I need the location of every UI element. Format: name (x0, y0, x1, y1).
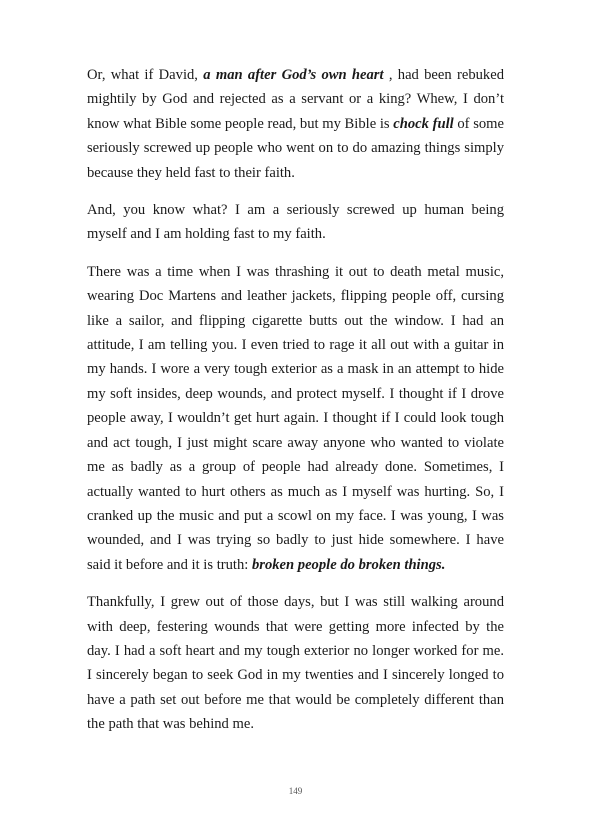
paragraph-2 (87, 198, 504, 247)
paragraph-1 (87, 63, 504, 185)
emphasis-broken-people: broken people do broken things. (251, 556, 446, 573)
page-number: 149 (288, 786, 303, 796)
paragraph-1-run-3: , had been rebuked mightily by God and rejected as a servant or a king? Whew, I don’t know what Bible some people read, but my Bible is (87, 67, 504, 132)
body-text (87, 63, 504, 750)
paragraph-1-run-1: Or, what if David, (87, 67, 204, 83)
paragraph-4 (87, 590, 504, 736)
paragraph-3-run-1: There was a time when I was thrashing it out to death metal music, wearing Doc Martens and leather jackets, flipping people off, cursing like a sailor, and flipping cigarette butts out the window. I had an attitude, I am telling you. I even tried to rage it all out with a guitar in my hands. I wore a very tough exterior as a mask in an attempt to hide my soft insides, deep wounds, and protect myself. I thought if I drove people away, I wouldn’t get hurt again. I thought if I could look tough and act tough, I just might scare away anyone who wanted to violate me as badly as a group of people had already done. Sometimes, I actually wanted to hurt others as much as I myself was hurting. So, I cranked up the music and put a scowl on my face. I was young, I was wounded, and I was trying so badly to just hide somewhere. I have said it before and it is truth: (87, 263, 504, 573)
paragraph-2-run-1: And, you know what? I am a seriously screwed up human being myself and I am holding fast to my faith. (87, 202, 504, 243)
emphasis-man-after-gods-heart: a man after God’s own heart (203, 67, 384, 83)
paragraph-4-run-1: Thankfully, I grew out of those days, but I was still walking around with deep, festering wounds that were getting more infected by the day. I had a soft heart and my tough exterior no longer worked for me. I sincerely began to seek God in my twenties and I sincerely longed to have a path set out before me that would be completely different than the path that was behind me. (87, 594, 504, 733)
emphasis-chock-full: chock full (393, 115, 454, 132)
paragraph-3 (87, 260, 504, 577)
paragraph-1-run-5: of some seriously screwed up people who went on to do amazing things simply because they held fast to their faith. (87, 115, 505, 181)
